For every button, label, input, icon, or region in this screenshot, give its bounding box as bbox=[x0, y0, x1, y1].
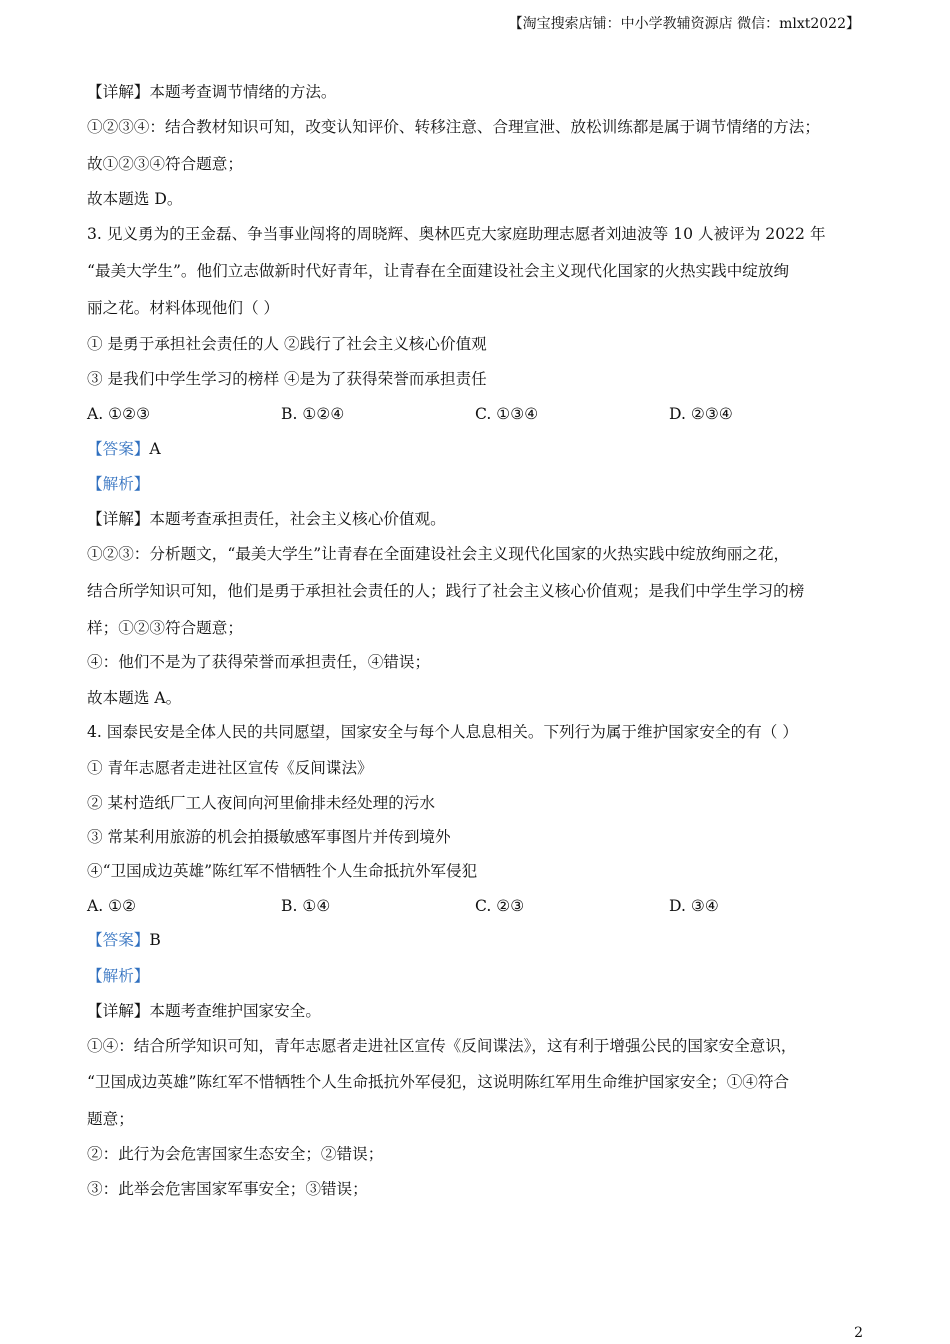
q3-explanation-line: 样；①②③符合题意； bbox=[87, 619, 243, 637]
q4-detail: 【详解】本题考查维护国家安全。 bbox=[87, 1002, 321, 1020]
q4-analysis-label: 【解析】 bbox=[87, 967, 150, 985]
q3-explanation-line: ④：他们不是为了获得荣誉而承担责任，④错误； bbox=[87, 653, 431, 671]
q3-item: ③ 是我们中学生学习的榜样 ④是为了获得荣誉而承担责任 bbox=[87, 370, 487, 388]
q4-explanation-line: ①④：结合所学知识可知，青年志愿者走进社区宣传《反间谍法》，这有利于增强公民的国家安全意识， bbox=[87, 1037, 797, 1055]
q4-answer-value: B bbox=[149, 931, 161, 949]
q4-answer-label: 【答案】 bbox=[87, 931, 150, 949]
q2-explanation-line: 故①②③④符合题意； bbox=[87, 155, 243, 173]
page-number: 2 bbox=[854, 1325, 863, 1341]
q3-option-d: D. ②③④ bbox=[669, 405, 733, 423]
q4-option-c: C. ②③ bbox=[475, 897, 525, 915]
q4-explanation-line: ③：此举会危害国家军事安全；③错误； bbox=[87, 1180, 368, 1198]
q3-explanation-line: 结合所学知识可知，他们是勇于承担社会责任的人；践行了社会主义核心价值观；是我们中学生学习的榜 bbox=[87, 582, 805, 600]
q4-explanation-line: “卫国成边英雄”陈红军不惜牺牲个人生命抵抗外军侵犯，这说明陈红军用生命维护国家安全；①④符合 bbox=[87, 1073, 790, 1091]
q3-answer bbox=[87, 439, 161, 459]
q3-conclusion: 故本题选 A。 bbox=[87, 689, 182, 707]
q4-option-b: B. ①④ bbox=[281, 897, 331, 915]
q4-item: ③ 常某利用旅游的机会拍摄敏感军事图片并传到境外 bbox=[87, 828, 451, 846]
q2-detail: 【详解】本题考查调节情绪的方法。 bbox=[87, 83, 337, 101]
q3-stem-line: 3. 见义勇为的王金磊、争当事业闯将的周晓辉、奥林匹克大家庭助理志愿者刘迪波等 10 人被评为 2022 年 bbox=[87, 225, 826, 243]
q4-explanation-line: ②：此行为会危害国家生态安全；②错误； bbox=[87, 1145, 384, 1163]
q2-explanation-line: ①②③④：结合教材知识可知，改变认知评价、转移注意、合理宣泄、放松训练都是属于调节情绪的方法； bbox=[87, 118, 820, 136]
q4-options bbox=[87, 896, 867, 916]
q3-answer-value: A bbox=[149, 440, 161, 458]
q3-option-a: A. ①②③ bbox=[87, 405, 151, 423]
q3-detail: 【详解】本题考查承担责任，社会主义核心价值观。 bbox=[87, 510, 446, 528]
q4-item: ④“卫国成边英雄”陈红军不惜牺牲个人生命抵抗外军侵犯 bbox=[87, 862, 478, 880]
q3-stem-line: 丽之花。材料体现他们（ ） bbox=[87, 299, 280, 317]
q4-answer bbox=[87, 930, 161, 950]
q3-option-c: C. ①③④ bbox=[475, 405, 539, 423]
q4-item: ① 青年志愿者走进社区宣传《反间谍法》 bbox=[87, 759, 373, 777]
q4-option-a: A. ①② bbox=[87, 897, 137, 915]
q4-item: ② 某村造纸厂工人夜间向河里偷排未经处理的污水 bbox=[87, 794, 436, 812]
q4-stem: 4. 国泰民安是全体人民的共同愿望，国家安全与每个人息息相关。下列行为属于维护国家安全的有（ ） bbox=[87, 723, 798, 741]
q2-conclusion: 故本题选 D。 bbox=[87, 190, 183, 208]
q3-item: ① 是勇于承担社会责任的人 ②践行了社会主义核心价值观 bbox=[87, 335, 487, 353]
q3-answer-label: 【答案】 bbox=[87, 440, 150, 458]
q3-option-b: B. ①②④ bbox=[281, 405, 345, 423]
q4-explanation-line: 题意； bbox=[87, 1110, 134, 1128]
q4-option-d: D. ③④ bbox=[669, 897, 719, 915]
q3-stem-line: “最美大学生”。他们立志做新时代好青年，让青春在全面建设社会主义现代化国家的火热实践中绽放绚 bbox=[87, 262, 790, 280]
page-header: 【淘宝搜索店铺：中小学教辅资源店 微信：mlxt2022】 bbox=[508, 16, 860, 32]
q3-options bbox=[87, 404, 867, 424]
q3-explanation-line: ①②③：分析题文，“最美大学生”让青春在全面建设社会主义现代化国家的火热实践中绽放绚丽之花， bbox=[87, 545, 790, 563]
q3-analysis-label: 【解析】 bbox=[87, 475, 150, 493]
